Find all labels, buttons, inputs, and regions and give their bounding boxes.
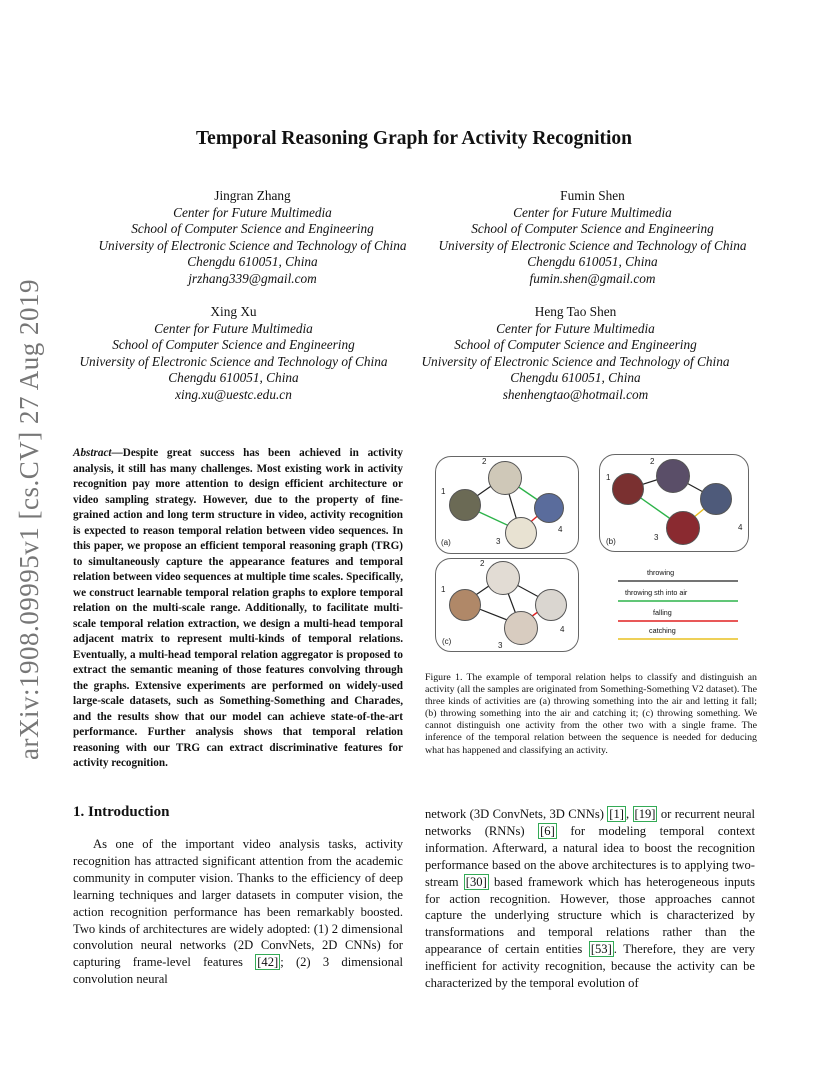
- panel-b: [599, 454, 749, 552]
- author-city: Chengdu 610051, China: [527, 254, 658, 270]
- legend-label-falling: falling: [653, 608, 672, 617]
- author-block-4: [408, 304, 743, 404]
- arxiv-identifier: arXiv:1908.09995v1 [cs.CV] 27 Aug 2019: [14, 279, 44, 760]
- author-school: School of Computer Science and Engineering: [454, 337, 697, 353]
- author-affiliation: Center for Future Multimedia: [173, 204, 332, 220]
- panel-label-b: (b): [606, 537, 616, 546]
- legend-label-throwing-into-air: throwing sth into air: [625, 588, 688, 597]
- author-university: University of Electronic Science and Technology of China: [79, 353, 388, 369]
- frame-node-3: [504, 611, 538, 645]
- author-university: University of Electronic Science and Technology of China: [421, 353, 730, 369]
- legend-line-catching: [617, 636, 739, 642]
- citation-link[interactable]: [53]: [590, 942, 612, 957]
- figure-legend: [617, 568, 739, 648]
- paper-title: Temporal Reasoning Graph for Activity Recognition: [195, 128, 633, 149]
- body-text: . Therefore, they are very inefficient for activity recognition, because the activity can be characterized by the temporal evolution of: [425, 942, 755, 991]
- body-text: for modeling temporal context information. Afterward, a natural idea to boost the recognition performance based on the above architectures is to applying two-stream: [425, 823, 755, 889]
- author-city: Chengdu 610051, China: [187, 254, 318, 270]
- citation-link[interactable]: [6]: [540, 823, 555, 838]
- author-city: Chengdu 610051, China: [510, 370, 641, 386]
- frame-node-4: [535, 589, 567, 621]
- node-label: 1: [441, 487, 446, 496]
- author-block-1: [85, 188, 420, 288]
- body-text: As one of the important video analysis tasks, activity recognition has attracted significant attention from the academic community in computer vision. Thanks to the efficiency of deep learning techniques and larger datasets in computer vision, the action recognition performance has been remarkably boosted. Two kinds of architectures are widely adopted: (1) 2 dimensional convolution neural networks (2D ConvNets, 2D CNNs) for capturing frame-level features: [73, 837, 403, 970]
- legend-line-throwing-into-air: [617, 598, 739, 604]
- node-label: 1: [441, 585, 446, 594]
- node-label: 4: [738, 523, 743, 532]
- section-heading-introduction: 1. Introduction: [73, 804, 170, 820]
- frame-node-1: [449, 489, 481, 521]
- panel-c: [435, 558, 579, 652]
- node-label: 2: [482, 457, 487, 466]
- node-label: 3: [654, 533, 659, 542]
- author-city: Chengdu 610051, China: [168, 370, 299, 386]
- author-name: Heng Tao Shen: [534, 304, 617, 319]
- legend-line-throwing: [617, 578, 739, 584]
- intro-paragraph-right: [425, 806, 755, 992]
- author-email: shenhengtao@hotmail.com: [502, 386, 649, 402]
- node-label: 1: [606, 473, 611, 482]
- intro-paragraph-left: [73, 836, 403, 988]
- author-email: xing.xu@uestc.edu.cn: [175, 386, 292, 402]
- panel-label-a: (a): [441, 538, 451, 547]
- abstract-lead: Abstract: [73, 447, 112, 459]
- node-label: 2: [650, 457, 655, 466]
- body-text: based framework which has heterogeneous inputs for action recognition. However, those approaches cannot capture the underlying structure which is characterized by transformations and temporal relations rather than the appearance of certain entities: [425, 874, 755, 957]
- frame-node-4: [534, 493, 564, 523]
- body-text: network (3D ConvNets, 3D CNNs): [425, 807, 608, 821]
- author-name: Xing Xu: [210, 304, 257, 319]
- author-affiliation: Center for Future Multimedia: [513, 204, 672, 220]
- node-label: 2: [480, 559, 485, 568]
- legend-line-falling: [617, 618, 739, 624]
- author-affiliation: Center for Future Multimedia: [154, 320, 313, 336]
- body-text: ,: [625, 807, 633, 821]
- legend-label-throwing: throwing: [647, 568, 675, 577]
- author-affiliation: Center for Future Multimedia: [496, 320, 655, 336]
- author-university: University of Electronic Science and Technology of China: [98, 237, 407, 253]
- citation-link[interactable]: [42]: [257, 955, 279, 970]
- figure-1: [425, 450, 777, 660]
- body-text: or recurrent neural networks (RNNs): [425, 807, 755, 838]
- node-label: 4: [560, 625, 565, 634]
- author-school: School of Computer Science and Engineering: [112, 337, 355, 353]
- node-label: 4: [558, 525, 563, 534]
- frame-node-2: [656, 459, 690, 493]
- legend-label-catching: catching: [649, 626, 676, 635]
- frame-node-3: [666, 511, 700, 545]
- author-name: Jingran Zhang: [214, 188, 291, 203]
- frame-node-2: [488, 461, 522, 495]
- frame-node-4: [700, 483, 732, 515]
- citation-link[interactable]: [1]: [609, 807, 624, 821]
- frame-node-3: [505, 517, 537, 549]
- author-university: University of Electronic Science and Technology of China: [438, 237, 747, 253]
- author-school: School of Computer Science and Engineering: [471, 221, 714, 237]
- author-school: School of Computer Science and Engineering: [131, 221, 374, 237]
- frame-node-1: [612, 473, 644, 505]
- author-block-2: [425, 188, 760, 288]
- body-text: ; (2) 3 dimensional convolution neural: [73, 955, 403, 987]
- author-email: fumin.shen@gmail.com: [529, 270, 656, 286]
- citation-link[interactable]: [19]: [634, 807, 656, 821]
- abstract: [73, 446, 403, 772]
- author-email: jrzhang339@gmail.com: [188, 270, 317, 286]
- panel-a: [435, 456, 579, 554]
- citation-link[interactable]: [30]: [465, 874, 487, 889]
- node-label: 3: [496, 537, 501, 546]
- frame-node-2: [486, 561, 520, 595]
- figure-caption: Figure 1. The example of temporal relation helps to classify and distinguish an activity (all the samples are originated from Something-Something V2 dataset). The three kinds of activities are (a) throwing something into the air and letting it fall; (b) throwing something into the air and catching it; (c) throwing something. We cannot distinguish one activity from the other two with a single frame. The inference of the temporal relation between the sequence is needed for deducing what has happened and classifying an activity.: [425, 672, 757, 756]
- author-name: Fumin Shen: [560, 188, 625, 203]
- frame-node-1: [449, 589, 481, 621]
- node-label: 3: [498, 641, 503, 650]
- author-block-3: [66, 304, 401, 404]
- abstract-text: —Despite great success has been achieved in activity analysis, it still has many challenges. Most existing work in activity recognition pay more attention to design efficient architecture or video sampling strategy. However, due to the property of fine-grained action and long term structure in video, activity recognition is expected to reason temporal relation between video sequences. In this paper, we propose an efficient temporal reasoning graph (TRG) to simultaneously capture the appearance features and temporal relation between video sequences at multiple time scales. Specifically, we construct learnable temporal relation graphs to explore temporal relation on the multi-scale range. Additionally, to facilitate multi-scale temporal relation extraction, we design a multi-head temporal adjacent matrix to represent multi-kinds of temporal relations. Eventually, a multi-head temporal relation aggregator is proposed to extract the semantic meaning of those features convolving through the graphs. Extensive experiments are performed on widely-used large-scale datasets, such as Something-Something and Charades, and the results show that our model can achieve state-of-the-art performance. Further analysis shows that temporal relation reasoning with our TRG can extract discriminative features for activity recognition.: [73, 447, 403, 769]
- panel-label-c: (c): [442, 637, 452, 646]
